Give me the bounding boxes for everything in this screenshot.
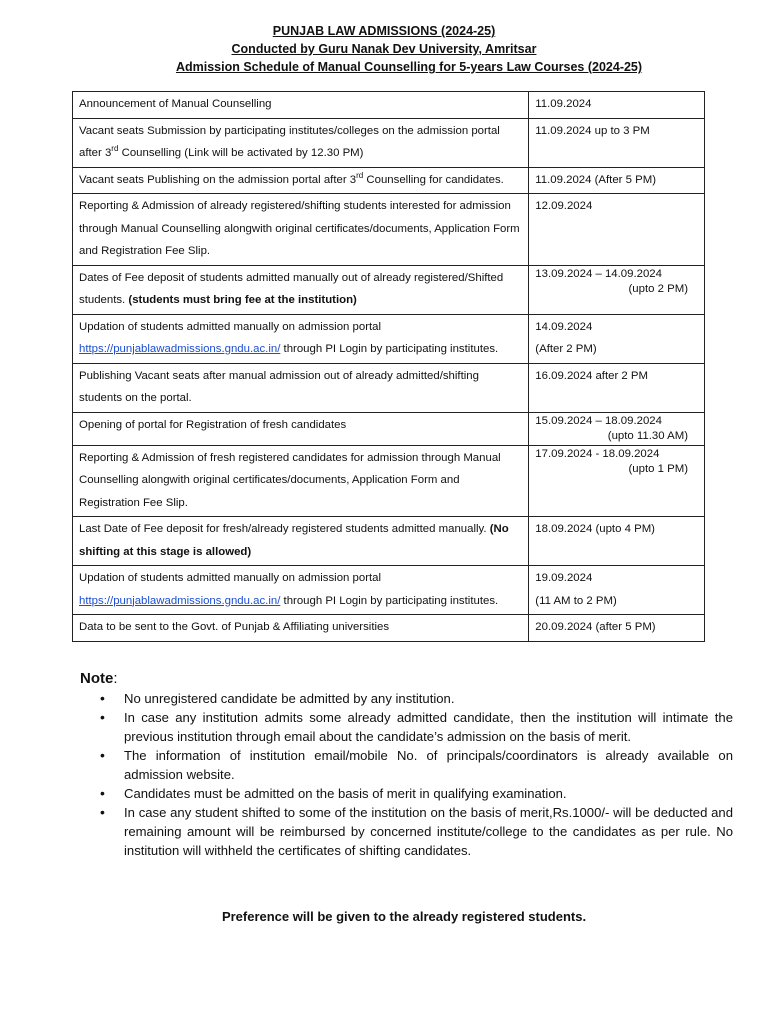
date-text: 17.09.2024 - 18.09.2024 [535,447,660,460]
date-text: 11.09.2024 (After 5 PM) [535,173,657,186]
activity-text: Vacant seats Publishing on the admission portal after 3 [79,173,357,186]
activity-cell [73,517,529,566]
activity-text: Last Date of Fee deposit for fresh/already registered students admitted manually. [79,523,487,535]
date-cell [529,363,705,412]
activity-text: Vacant seats Submission by participating institutes/colleges on the admission portal after 3 [79,124,500,159]
admission-portal-link[interactable]: https://punjablawadmissions.gndu.ac.in/ [79,594,281,607]
ordinal-superscript: rd [111,144,119,154]
table-row [73,412,705,445]
list-item: • In case any institution admits some already admitted candidate, then the institution will intimate the previous institution through email about the candidate’s admission on the basis of merit. [100,708,733,746]
activity-text: Publishing Vacant seats after manual admission out of already admitted/shifting students on the portal. [79,369,479,404]
activity-cell [73,566,529,615]
date-subtext: (upto 11.30 AM) [607,429,688,442]
date-subtext: (upto 1 PM) [628,462,688,475]
activity-cell [73,445,529,517]
table-row [73,265,705,314]
date-cell [529,167,705,194]
table-row [73,517,705,566]
date-text: 11.09.2024 [535,98,592,110]
note-heading [80,670,118,687]
note-list [100,689,733,860]
list-item: • No unregistered candidate be admitted by any institution. [100,689,733,708]
table-row [73,92,705,119]
admission-portal-link[interactable]: https://punjablawadmissions.gndu.ac.in/ [79,343,281,355]
list-item: • Candidates must be admitted on the basis of merit in qualifying examination. [100,784,733,803]
table-row [73,314,705,363]
date-cell [529,615,705,642]
conducted-by: Conducted by Guru Nanak Dev University, Amritsar [231,42,537,56]
activity-cell [73,92,529,119]
table-row [73,194,705,266]
activity-text: Counselling for candidates. [363,173,504,186]
date-cell [529,194,705,266]
activity-cell [73,412,529,445]
date-cell [529,445,705,517]
activity-text: Reporting & Admission of already registered/shifting students interested for admission through Manual Counselling alongwith original certificates/documents, Application Form and Registration Fee Slip. [79,200,520,257]
activity-emphasis: (No shifting at this stage is allowed) [79,523,509,558]
activity-text: Counselling (Link will be activated by 12.30 PM) [118,147,364,159]
activity-cell [73,167,529,194]
table-row [73,363,705,412]
table-row [73,445,705,517]
date-subtext: (upto 2 PM) [628,282,688,295]
activity-text: through PI Login by participating institutes. [280,594,499,607]
table-row [73,167,705,194]
activity-text: Announcement of Manual Counselling [79,98,272,110]
date-subtext: (After 2 PM) [535,343,597,355]
date-cell [529,118,705,167]
table-row [73,615,705,642]
activity-text: Opening of portal for Registration of fresh candidates [79,418,347,431]
activity-cell [73,265,529,314]
date-text: 18.09.2024 (upto 4 PM) [535,523,655,535]
note-colon: : [113,670,118,687]
date-text: 20.09.2024 (after 5 PM) [535,621,656,633]
date-cell [529,314,705,363]
ordinal-superscript: rd [356,170,364,180]
activity-cell [73,363,529,412]
date-cell [529,92,705,119]
list-item: • The information of institution email/mobile No. of principals/coordinators is already available on admission website. [100,746,733,784]
activity-text: Dates of Fee deposit of students admitted manually out of already registered/Shifted students. [79,271,504,306]
activity-cell [73,314,529,363]
date-cell [529,517,705,566]
activity-cell [73,615,529,642]
note-title: Note [80,670,114,687]
date-text: 15.09.2024 – 18.09.2024 [535,414,662,427]
date-subtext: (11 AM to 2 PM) [535,594,617,607]
date-text: 11.09.2024 up to 3 PM [535,124,650,137]
date-text: 16.09.2024 after 2 PM [535,369,649,382]
activity-emphasis: (students must bring fee at the institution) [128,294,357,306]
activity-text: through PI Login by participating institutes. [280,343,499,355]
activity-text: Updation of students admitted manually on admission portal [79,572,382,584]
date-text: 12.09.2024 [535,200,593,212]
document-title: PUNJAB LAW ADMISSIONS (2024-25) [272,24,496,38]
date-cell [529,566,705,615]
activity-cell [73,194,529,266]
list-item: • In case any student shifted to some of the institution on the basis of merit,Rs.1000/- will be deducted and remaining amount will be reimbursed by concerned institute/college to the candidates as per rule. No institution will withheld the certificates of shifting candidates. [100,803,733,860]
date-text: 14.09.2024 [535,320,593,333]
date-cell [529,265,705,314]
activity-text: Reporting & Admission of fresh registered candidates for admission through Manual Counselling alongwith original certificates/documents, Application Form and Registration Fee Slip. [79,451,501,509]
preference-statement: Preference will be given to the already registered students. [221,909,587,924]
activity-text: Data to be sent to the Govt. of Punjab & Affiliating universities [79,621,390,633]
date-cell [529,412,705,445]
table-row [73,566,705,615]
date-text: 19.09.2024 [535,572,593,584]
activity-text: Updation of students admitted manually on admission portal [79,320,382,333]
activity-cell [73,118,529,167]
document-header [0,22,768,76]
date-text: 13.09.2024 – 14.09.2024 [535,267,662,280]
table-row [73,118,705,167]
schedule-table [72,91,705,642]
schedule-title: Admission Schedule of Manual Counselling for 5-years Law Courses (2024-25) [175,60,643,74]
